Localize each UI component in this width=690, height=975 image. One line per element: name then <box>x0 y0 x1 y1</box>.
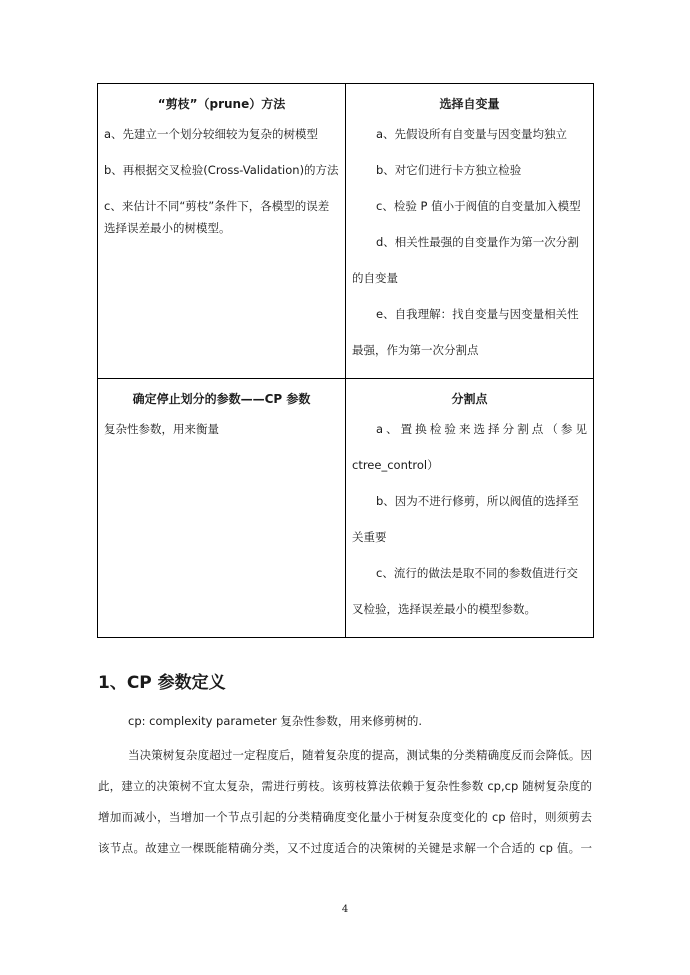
cell-line: 选择误差最小的树模型。 <box>104 221 231 235</box>
paragraph-cp-definition: cp: complexity parameter 复杂性参数，用来修剪树的. <box>128 714 423 728</box>
paragraph-line: 此，建立的决策树不宜太复杂，需进行剪枝。该剪枝算法依赖于复杂性参数 cp,cp 随树复杂度的 <box>98 779 592 793</box>
paragraph-line: 当决策树复杂度超过一定程度后，随着复杂度的提高，测试集的分类精确度反而会降低。因 <box>128 748 592 762</box>
cell-line: a、先建立一个划分较细较为复杂的树模型 <box>104 127 319 141</box>
cell-line: 复杂性参数，用来衡量 <box>104 422 219 436</box>
paragraph-line: 增加而减小，当增加一个节点引起的分类精确度变化量小于树复杂度变化的 cp 倍时，则须剪去 <box>98 810 592 824</box>
paragraph-cp-explanation <box>98 747 592 871</box>
cell-line: b、对它们进行卡方独立检验 <box>376 163 522 177</box>
cell-split-point <box>346 379 594 638</box>
summary-table <box>97 83 594 638</box>
cell-prune-method <box>98 84 346 379</box>
cell-line: c、来估计不同“剪枝”条件下，各模型的误差 <box>104 199 330 213</box>
cell-line: c、检验 P 值小于阀值的自变量加入模型 <box>376 199 581 213</box>
cell-line: a、置换检验来选择分割点（参见 <box>376 422 587 436</box>
cell-cp-parameter <box>98 379 346 638</box>
cell-line: ctree_control） <box>352 458 439 472</box>
paragraph-line: 该节点。故建立一棵既能精确分类，又不过度适合的决策树的关键是求解一个合适的 cp 值。一 <box>98 841 592 855</box>
cell-title: 确定停止划分的参数——CP 参数 <box>132 392 311 406</box>
cell-line: 的自变量 <box>352 271 398 285</box>
cell-title: “剪枝”（prune）方法 <box>157 97 286 111</box>
cell-line: 最强，作为第一次分割点 <box>352 343 479 357</box>
table-row <box>98 379 594 638</box>
cell-line: b、因为不进行修剪，所以阀值的选择至 <box>376 494 579 508</box>
table-row <box>98 84 594 379</box>
section-heading: 1、CP 参数定义 <box>98 673 226 693</box>
cell-line: b、再根据交叉检验(Cross-Validation)的方法 <box>104 163 339 177</box>
cell-title: 选择自变量 <box>439 97 500 111</box>
cell-line: e、自我理解：找自变量与因变量相关性 <box>376 307 579 321</box>
page-number: 4 <box>341 904 349 915</box>
cell-line: a、先假设所有自变量与因变量均独立 <box>376 127 568 141</box>
cell-line: d、相关性最强的自变量作为第一次分割 <box>376 235 579 249</box>
cell-title: 分割点 <box>451 392 488 406</box>
cell-line: c、流行的做法是取不同的参数值进行交 <box>376 566 578 580</box>
cell-select-variables <box>346 84 594 379</box>
cell-line: 关重要 <box>352 530 387 544</box>
cell-line: 叉检验，选择误差最小的模型参数。 <box>352 602 536 616</box>
